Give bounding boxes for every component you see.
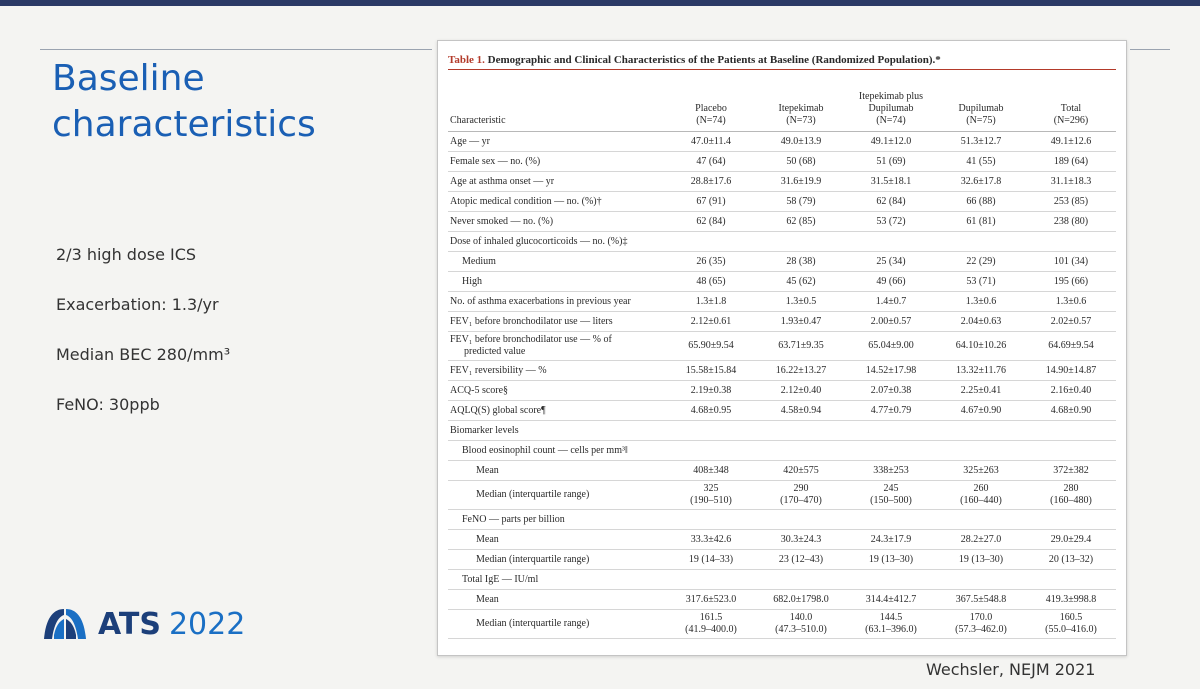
cell: 53 (72): [846, 212, 936, 232]
column-header-name: Characteristic: [450, 115, 506, 126]
column-header: [666, 77, 756, 132]
cell: 64.10±10.26: [936, 332, 1026, 361]
cell: [756, 232, 846, 252]
right-divider: [1130, 49, 1170, 50]
cell: 33.3±42.6: [666, 530, 756, 550]
table-row: [448, 152, 1116, 172]
cell: [846, 570, 936, 590]
cell: 19 (13–30): [846, 550, 936, 570]
cell: 2.12±0.40: [756, 381, 846, 401]
column-header-n: (N=74): [876, 115, 906, 126]
cell: 314.4±412.7: [846, 590, 936, 610]
table-header-row: [448, 77, 1116, 132]
cell: 49.0±13.9: [756, 132, 846, 152]
cell: 65.90±9.54: [666, 332, 756, 361]
table-caption-text: Demographic and Clinical Characteristics of the Patients at Baseline (Randomized Population).*: [487, 54, 941, 66]
cell: 189 (64): [1026, 152, 1116, 172]
cell: [666, 510, 756, 530]
cell-line-2: (160–480): [1050, 495, 1092, 506]
cell: [1026, 510, 1116, 530]
cell-line-1: 260: [973, 483, 989, 494]
row-label: [448, 332, 666, 361]
row-label: Mean: [448, 461, 666, 481]
cell: 2.12±0.61: [666, 312, 756, 332]
cell: 195 (66): [1026, 272, 1116, 292]
table-row: [448, 510, 1116, 530]
cell: 372±382: [1026, 461, 1116, 481]
cell: 325±263: [936, 461, 1026, 481]
row-label: Medium: [448, 252, 666, 272]
cell: [1026, 610, 1116, 639]
cell: 31.1±18.3: [1026, 172, 1116, 192]
cell: [1026, 232, 1116, 252]
cell: [846, 610, 936, 639]
baseline-characteristics-table: [448, 77, 1116, 639]
cell: 28 (38): [756, 252, 846, 272]
cell: [936, 481, 1026, 510]
row-label: AQLQ(S) global score¶: [448, 401, 666, 421]
cell: [756, 610, 846, 639]
cell: 45 (62): [756, 272, 846, 292]
row-label: High: [448, 272, 666, 292]
row-label: No. of asthma exacerbations in previous year: [448, 292, 666, 312]
column-header-n: (N=296): [1053, 115, 1089, 126]
table-row: [448, 232, 1116, 252]
row-label: Never smoked — no. (%): [448, 212, 666, 232]
table-row: [448, 441, 1116, 461]
cell-line-1: 280: [1063, 483, 1079, 494]
table-row: [448, 570, 1116, 590]
cell: 58 (79): [756, 192, 846, 212]
cell-line-2: (150–500): [870, 495, 912, 506]
column-header: [756, 77, 846, 132]
cell: 25 (34): [846, 252, 936, 272]
table-row: [448, 252, 1116, 272]
ats-logo: [42, 604, 302, 644]
key-points: [56, 244, 416, 444]
cell: 420±575: [756, 461, 846, 481]
cell: [936, 570, 1026, 590]
row-label: Median (interquartile range): [448, 610, 666, 639]
cell: 1.4±0.7: [846, 292, 936, 312]
cell: 1.3±0.6: [936, 292, 1026, 312]
cell: 101 (34): [1026, 252, 1116, 272]
cell: 1.93±0.47: [756, 312, 846, 332]
cell: 22 (29): [936, 252, 1026, 272]
row-label: FEV₁ before bronchodilator use — liters: [448, 312, 666, 332]
table-row: [448, 401, 1116, 421]
column-header-name: Itepekimab plus Dupilumab: [858, 91, 924, 114]
row-label: Dose of inhaled glucocorticoids — no. (%)‡: [448, 232, 666, 252]
cell: 253 (85): [1026, 192, 1116, 212]
cell: 41 (55): [936, 152, 1026, 172]
cell: 50 (68): [756, 152, 846, 172]
cell: 49.1±12.6: [1026, 132, 1116, 152]
table-row: [448, 610, 1116, 639]
table-row: [448, 332, 1116, 361]
cell: 19 (13–30): [936, 550, 1026, 570]
cell: 2.25±0.41: [936, 381, 1026, 401]
cell: 49.1±12.0: [846, 132, 936, 152]
cell: 51.3±12.7: [936, 132, 1026, 152]
row-label: Mean: [448, 530, 666, 550]
cell: [1026, 441, 1116, 461]
cell: 2.04±0.63: [936, 312, 1026, 332]
cell-line-2: (160–440): [960, 495, 1002, 506]
column-header-name: Total: [1060, 103, 1082, 114]
cell: 62 (85): [756, 212, 846, 232]
cell: 13.32±11.76: [936, 361, 1026, 381]
cell: 1.3±0.6: [1026, 292, 1116, 312]
cell: 2.02±0.57: [1026, 312, 1116, 332]
key-point: Median BEC 280/mm³: [56, 345, 231, 364]
cell: 317.6±523.0: [666, 590, 756, 610]
cell: 367.5±548.8: [936, 590, 1026, 610]
cell: 4.68±0.90: [1026, 401, 1116, 421]
cell: 682.0±1798.0: [756, 590, 846, 610]
cell: [666, 441, 756, 461]
cell: [846, 441, 936, 461]
cell: 31.5±18.1: [846, 172, 936, 192]
cell: [936, 421, 1026, 441]
row-label: ACQ-5 score§: [448, 381, 666, 401]
cell: [936, 232, 1026, 252]
cell: 32.6±17.8: [936, 172, 1026, 192]
cell-line-1: 245: [883, 483, 899, 494]
column-header-n: (N=74): [696, 115, 726, 126]
row-label-line-2: predicted value: [464, 346, 526, 357]
cell: 29.0±29.4: [1026, 530, 1116, 550]
cell-line-2: (190–510): [690, 495, 732, 506]
cell: 49 (66): [846, 272, 936, 292]
logo-year-text: 2022: [168, 606, 246, 642]
table-row: [448, 421, 1116, 441]
table-row: [448, 312, 1116, 332]
cell: 47.0±11.4: [666, 132, 756, 152]
table-row: [448, 381, 1116, 401]
cell: 53 (71): [936, 272, 1026, 292]
cell: [756, 441, 846, 461]
cell: 30.3±24.3: [756, 530, 846, 550]
row-label: Mean: [448, 590, 666, 610]
cell-line-2: (63.1–396.0): [865, 624, 917, 635]
row-label: Age at asthma onset — yr: [448, 172, 666, 192]
cell: [666, 570, 756, 590]
table-row: [448, 132, 1116, 152]
cell-line-2: (41.9–400.0): [685, 624, 737, 635]
cell-line-1: 160.5: [1059, 612, 1083, 623]
cell: 15.58±15.84: [666, 361, 756, 381]
row-label: Age — yr: [448, 132, 666, 152]
row-label: Female sex — no. (%): [448, 152, 666, 172]
cell: 63.71±9.35: [756, 332, 846, 361]
cell: 28.8±17.6: [666, 172, 756, 192]
cell: [666, 421, 756, 441]
column-header: [448, 77, 666, 132]
cell: 14.52±17.98: [846, 361, 936, 381]
table-row: [448, 172, 1116, 192]
cell: 2.16±0.40: [1026, 381, 1116, 401]
cell: [1026, 421, 1116, 441]
cell: [756, 481, 846, 510]
slide-title-line-1: Baseline: [52, 58, 205, 99]
column-header: [936, 77, 1026, 132]
cell: [846, 481, 936, 510]
row-label: Biomarker levels: [448, 421, 666, 441]
cell: 2.19±0.38: [666, 381, 756, 401]
cell: [666, 481, 756, 510]
cell: [756, 421, 846, 441]
cell: [756, 570, 846, 590]
top-accent-bar: [0, 0, 1200, 6]
cell: 238 (80): [1026, 212, 1116, 232]
key-point: Exacerbation: 1.3/yr: [56, 295, 219, 314]
cell: 26 (35): [666, 252, 756, 272]
table-panel: [437, 40, 1127, 656]
cell: 62 (84): [846, 192, 936, 212]
cell: 1.3±1.8: [666, 292, 756, 312]
cell: [1026, 481, 1116, 510]
cell: 16.22±13.27: [756, 361, 846, 381]
cell: [666, 232, 756, 252]
title-divider: [40, 49, 432, 50]
key-point: 2/3 high dose ICS: [56, 245, 197, 264]
slide-title: [52, 56, 412, 148]
column-header-n: (N=73): [786, 115, 816, 126]
cell: 338±253: [846, 461, 936, 481]
table-caption: [448, 51, 1116, 70]
row-label: Total IgE — IU/ml: [448, 570, 666, 590]
cell-line-1: 325: [703, 483, 719, 494]
cell: 66 (88): [936, 192, 1026, 212]
row-label: FeNO — parts per billion: [448, 510, 666, 530]
row-label: Atopic medical condition — no. (%)†: [448, 192, 666, 212]
row-label: Median (interquartile range): [448, 481, 666, 510]
table-row: [448, 590, 1116, 610]
cell: 408±348: [666, 461, 756, 481]
cell: [756, 510, 846, 530]
cell: 67 (91): [666, 192, 756, 212]
table-row: [448, 530, 1116, 550]
column-header: [846, 77, 936, 132]
cell: 4.58±0.94: [756, 401, 846, 421]
cell: [666, 610, 756, 639]
cell-line-2: (170–470): [780, 495, 822, 506]
cell: [936, 610, 1026, 639]
cell: 62 (84): [666, 212, 756, 232]
cell: [846, 232, 936, 252]
cell: 28.2±27.0: [936, 530, 1026, 550]
cell: 47 (64): [666, 152, 756, 172]
column-header-name: Dupilumab: [958, 103, 1004, 114]
cell: 61 (81): [936, 212, 1026, 232]
cell-line-2: (55.0–416.0): [1045, 624, 1097, 635]
column-header-name: Itepekimab: [778, 103, 824, 114]
row-label: Median (interquartile range): [448, 550, 666, 570]
row-label: Blood eosinophil count — cells per mm³‖: [448, 441, 666, 461]
cell: 2.00±0.57: [846, 312, 936, 332]
key-point: FeNO: 30ppb: [56, 395, 160, 414]
cell: [846, 421, 936, 441]
table-row: [448, 292, 1116, 312]
cell-line-1: 140.0: [789, 612, 813, 623]
cell-line-2: (47.3–510.0): [775, 624, 827, 635]
column-header: [1026, 77, 1116, 132]
cell-line-1: 170.0: [969, 612, 993, 623]
cell: 24.3±17.9: [846, 530, 936, 550]
cell: 419.3±998.8: [1026, 590, 1116, 610]
table-row: [448, 481, 1116, 510]
cell: 4.77±0.79: [846, 401, 936, 421]
row-label: FEV₁ reversibility — %: [448, 361, 666, 381]
table-row: [448, 461, 1116, 481]
cell: 64.69±9.54: [1026, 332, 1116, 361]
cell: [846, 510, 936, 530]
cell: 23 (12–43): [756, 550, 846, 570]
cell: 1.3±0.5: [756, 292, 846, 312]
table-row: [448, 212, 1116, 232]
table-row: [448, 272, 1116, 292]
cell: 48 (65): [666, 272, 756, 292]
cell: 20 (13–32): [1026, 550, 1116, 570]
column-header-n: (N=75): [966, 115, 996, 126]
citation: Wechsler, NEJM 2021: [926, 660, 1096, 679]
cell-line-1: 144.5: [879, 612, 903, 623]
table-row: [448, 550, 1116, 570]
table-row: [448, 192, 1116, 212]
cell: 65.04±9.00: [846, 332, 936, 361]
row-label-line-1: FEV₁ before bronchodilator use — % of: [450, 334, 612, 345]
cell: [936, 510, 1026, 530]
cell-line-1: 161.5: [699, 612, 723, 623]
cell-line-2: (57.3–462.0): [955, 624, 1007, 635]
cell: [1026, 570, 1116, 590]
column-header-name: Placebo: [695, 103, 727, 114]
cell: 19 (14–33): [666, 550, 756, 570]
table-caption-label: Table 1.: [448, 54, 485, 66]
cell: 31.6±19.9: [756, 172, 846, 192]
logo-ats-text: ATS: [98, 606, 161, 642]
cell-line-1: 290: [793, 483, 809, 494]
cell: 2.07±0.38: [846, 381, 936, 401]
cell: [936, 441, 1026, 461]
cell: 14.90±14.87: [1026, 361, 1116, 381]
slide-title-line-2: characteristics: [52, 104, 316, 145]
cell: 4.67±0.90: [936, 401, 1026, 421]
cell: 51 (69): [846, 152, 936, 172]
ats-lungs-icon: [42, 605, 88, 643]
table-row: [448, 361, 1116, 381]
cell: 4.68±0.95: [666, 401, 756, 421]
